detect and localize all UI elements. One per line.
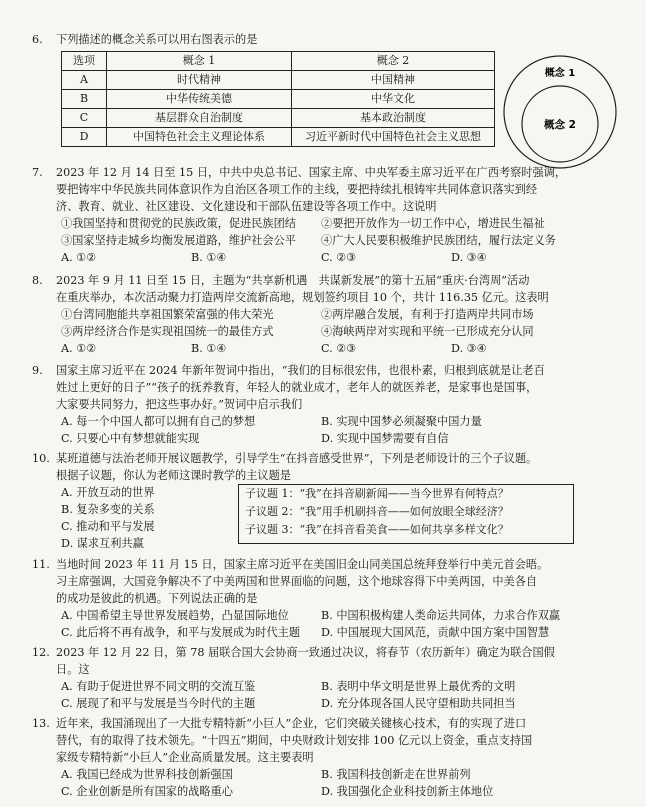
table-cell: C [62, 109, 107, 128]
question-number: 13. [32, 717, 50, 730]
concept-venn-diagram [500, 52, 620, 172]
statement-item: ②要把开放作为一切工作中心，增进民生福祉 [321, 217, 545, 230]
answer-choice: C. ②③ [321, 342, 357, 355]
table-header-cell: 选项 [62, 52, 107, 71]
question-number: 11. [32, 558, 50, 571]
answer-option: B. 实现中国梦必须凝聚中国力量 [321, 415, 482, 428]
answer-option: B. 我国科技创新走在世界前列 [321, 768, 471, 781]
venn-inner-label: 概念 2 [544, 119, 576, 131]
statement-item: ④海峡两岸对实现和平统一已形成充分认同 [321, 325, 534, 338]
answer-choice: D. ③④ [451, 342, 487, 355]
question-number: 10. [32, 452, 50, 465]
table-header-row [62, 52, 495, 71]
question-stem [56, 452, 612, 486]
answer-option: A. 有助于促进世界不同文明的交流互鉴 [61, 680, 256, 693]
statement-item: ①我国坚持和贯彻党的民族政策，促进民族团结 [61, 217, 296, 230]
table-cell: 基本政治制度 [292, 109, 495, 128]
table-cell: 中华传统美德 [107, 90, 292, 109]
answer-option: B. 表明中华文明是世界上最优秀的文明 [321, 680, 516, 693]
stem-line: 国家主席习近平在 2024 年新年贺词中指出，“我们的目标很宏伟，也很朴素，归根到底就是让老百 [56, 364, 545, 377]
answer-option: C. 只要心中有梦想就能实现 [61, 432, 200, 445]
question-7-items [61, 217, 612, 268]
table-cell: 基层群众自治制度 [107, 109, 292, 128]
statement-item: ③两岸经济合作是实现祖国统一的最佳方式 [61, 325, 274, 338]
answer-choice: D. ③④ [451, 251, 487, 264]
question-number: 6. [32, 33, 43, 46]
stem-line: 要把铸牢中华民族共同体意识作为自治区各项工作的主线，要把持续扎根铸牢共同体意识落实到经 [56, 183, 538, 196]
answer-option: C. 推动和平与发展 [61, 520, 155, 533]
stem-line: 当地时间 2023 年 11 月 15 日，国家主席习近平在美国旧金山同美国总统拜登举行中美元首会晤。 [56, 558, 549, 571]
table-cell: 中国特色社会主义理论体系 [107, 128, 292, 147]
question-8-items [61, 308, 612, 359]
question-12-options [61, 680, 612, 714]
stem-line: 的成功是彼此的机遇。下列说法正确的是 [56, 592, 258, 605]
stem-line: 姓过上更好的日子”“孩子的抚养教育，年轻人的就业成才，老年人的就医养老，是家事也是国事， [56, 381, 538, 394]
answer-option: D. 谋求互利共赢 [61, 537, 144, 550]
answer-choices [61, 251, 612, 268]
answer-option: C. 展现了和平与发展是当今时代的主题 [61, 697, 256, 710]
table-cell: 时代精神 [107, 71, 292, 90]
subtopic-item: 子议题 2：“我”用手机刷抖音——如何放眼全球经济？ [245, 505, 509, 518]
stem-line: 在重庆举办，本次活动聚力打造两岸交流新高地，规划签约项目 10 个，共计 116.35 亿元。这表明 [56, 291, 549, 304]
answer-option: A. 开放互动的世界 [61, 486, 155, 499]
table-header-cell: 概念 2 [292, 52, 495, 71]
subtopic-item: 子议题 1：“我”在抖音刷新闻——当今世界有何特点？ [245, 487, 509, 500]
subtopic-item: 子议题 3：“我”在抖音看美食——如何共享多样文化？ [245, 523, 509, 536]
table-row [62, 71, 495, 90]
question-stem: 下列描述的概念关系可以用右图表示的是 [56, 33, 258, 46]
statement-item: ③国家坚持走城乡均衡发展道路，维护社会公平 [61, 234, 296, 247]
question-stem [56, 166, 612, 217]
statement-item: ④广大人民要积极维护民族团结，履行法定义务 [321, 234, 556, 247]
subtopic-box [238, 484, 574, 544]
answer-option: C. 此后将不再有战争，和平与发展成为时代主题 [61, 626, 301, 639]
answer-choice: A. ①② [61, 251, 97, 264]
answer-option: D. 充分体现各国人民守望相助共同担当 [321, 697, 516, 710]
table-cell: A [62, 71, 107, 90]
table-cell: B [62, 90, 107, 109]
stem-line: 根据子议题，你认为老师这课时教学的主议题是 [56, 469, 291, 482]
question-stem [56, 646, 612, 680]
stem-line: 2023 年 12 月 22 日，第 78 届联合国大会协商一致通过决议，将春节（农历新年）确定为联合国假 [56, 646, 555, 659]
stem-line: 日。这 [56, 663, 90, 676]
question-stem [56, 717, 612, 768]
stem-line: 2023 年 12 月 14 日至 15 日，中共中央总书记、国家主席、中央军委主席习近平在广西考察时强调， [56, 166, 567, 179]
table-cell: D [62, 128, 107, 147]
venn-outer-label: 概念 1 [544, 68, 576, 79]
stem-line: 2023 年 9 月 11 日至 15 日，主题为“共享新机遇 共谋新发展”的第十五届“重庆·台湾周”活动 [56, 274, 530, 287]
question-13-options [61, 768, 612, 802]
answer-choice: A. ①② [61, 342, 97, 355]
answer-option: D. 实现中国梦需要有自信 [321, 432, 449, 445]
question-number: 8. [32, 274, 43, 287]
table-header-cell: 概念 1 [107, 52, 292, 71]
table-cell: 习近平新时代中国特色社会主义思想 [292, 128, 495, 147]
question-number: 7. [32, 166, 43, 179]
question-number: 9. [32, 364, 43, 377]
stem-line: 某班道德与法治老师开展议题教学，引导学生“在抖音感受世界”，下列是老师设计的三个子议题。 [56, 452, 538, 465]
stem-line: 近年来，我国涌现出了一大批专精特新“小巨人”企业，它们突破关键核心技术，有的实现了进口 [56, 717, 527, 730]
question-stem [56, 274, 612, 308]
question-number: 12. [32, 646, 50, 659]
table-row [62, 90, 495, 109]
answer-choices [61, 342, 612, 359]
answer-choice: B. ①④ [191, 342, 227, 355]
statement-item: ②两岸融合发展，有利于打造两岸共同市场 [321, 308, 534, 321]
concept-table [61, 51, 495, 147]
stem-line: 济、教育、就业、社区建设、文化建设和干部队伍建设等各项工作中。这说明 [56, 200, 437, 213]
answer-option: A. 中国希望主导世界发展趋势，凸显国际地位 [61, 609, 289, 622]
answer-option: A. 每一个中国人都可以拥有自己的梦想 [61, 415, 256, 428]
table-cell: 中华文化 [292, 90, 495, 109]
table-cell: 中国精神 [292, 71, 495, 90]
question-stem [56, 364, 612, 415]
answer-option: B. 中国积极构建人类命运共同体，力求合作双赢 [321, 609, 561, 622]
answer-option: C. 企业创新是所有国家的战略重心 [61, 785, 233, 798]
answer-option: A. 我国已经成为世界科技创新强国 [61, 768, 233, 781]
answer-option: D. 中国展现大国风范，贡献中国方案中国智慧 [321, 626, 550, 639]
stem-line: 大家要共同努力，把这些事办好。”贺词中启示我们 [56, 398, 303, 411]
question-stem [56, 558, 612, 609]
stem-line: 家级专精特新“小巨人”企业高质量发展。这主要表明 [56, 751, 314, 764]
question-11-options [61, 609, 612, 643]
table-row [62, 109, 495, 128]
answer-choice: C. ②③ [321, 251, 357, 264]
table-row [62, 128, 495, 147]
answer-choice: B. ①④ [191, 251, 227, 264]
question-9-options [61, 415, 612, 449]
answer-option: B. 复杂多变的关系 [61, 503, 155, 516]
stem-line: 习主席强调，大国竞争解决不了中美两国和世界面临的问题，这个地球容得下中美两国，中美各自 [56, 575, 538, 588]
stem-line: 替代，有的取得了技术领先。“十四五”期间，中央财政计划安排 100 亿元以上资金，重点支持国 [56, 734, 533, 747]
statement-item: ①台湾同胞能共享祖国繁荣富强的伟大荣光 [61, 308, 274, 321]
answer-option: D. 我国强化企业科技创新主体地位 [321, 785, 494, 798]
